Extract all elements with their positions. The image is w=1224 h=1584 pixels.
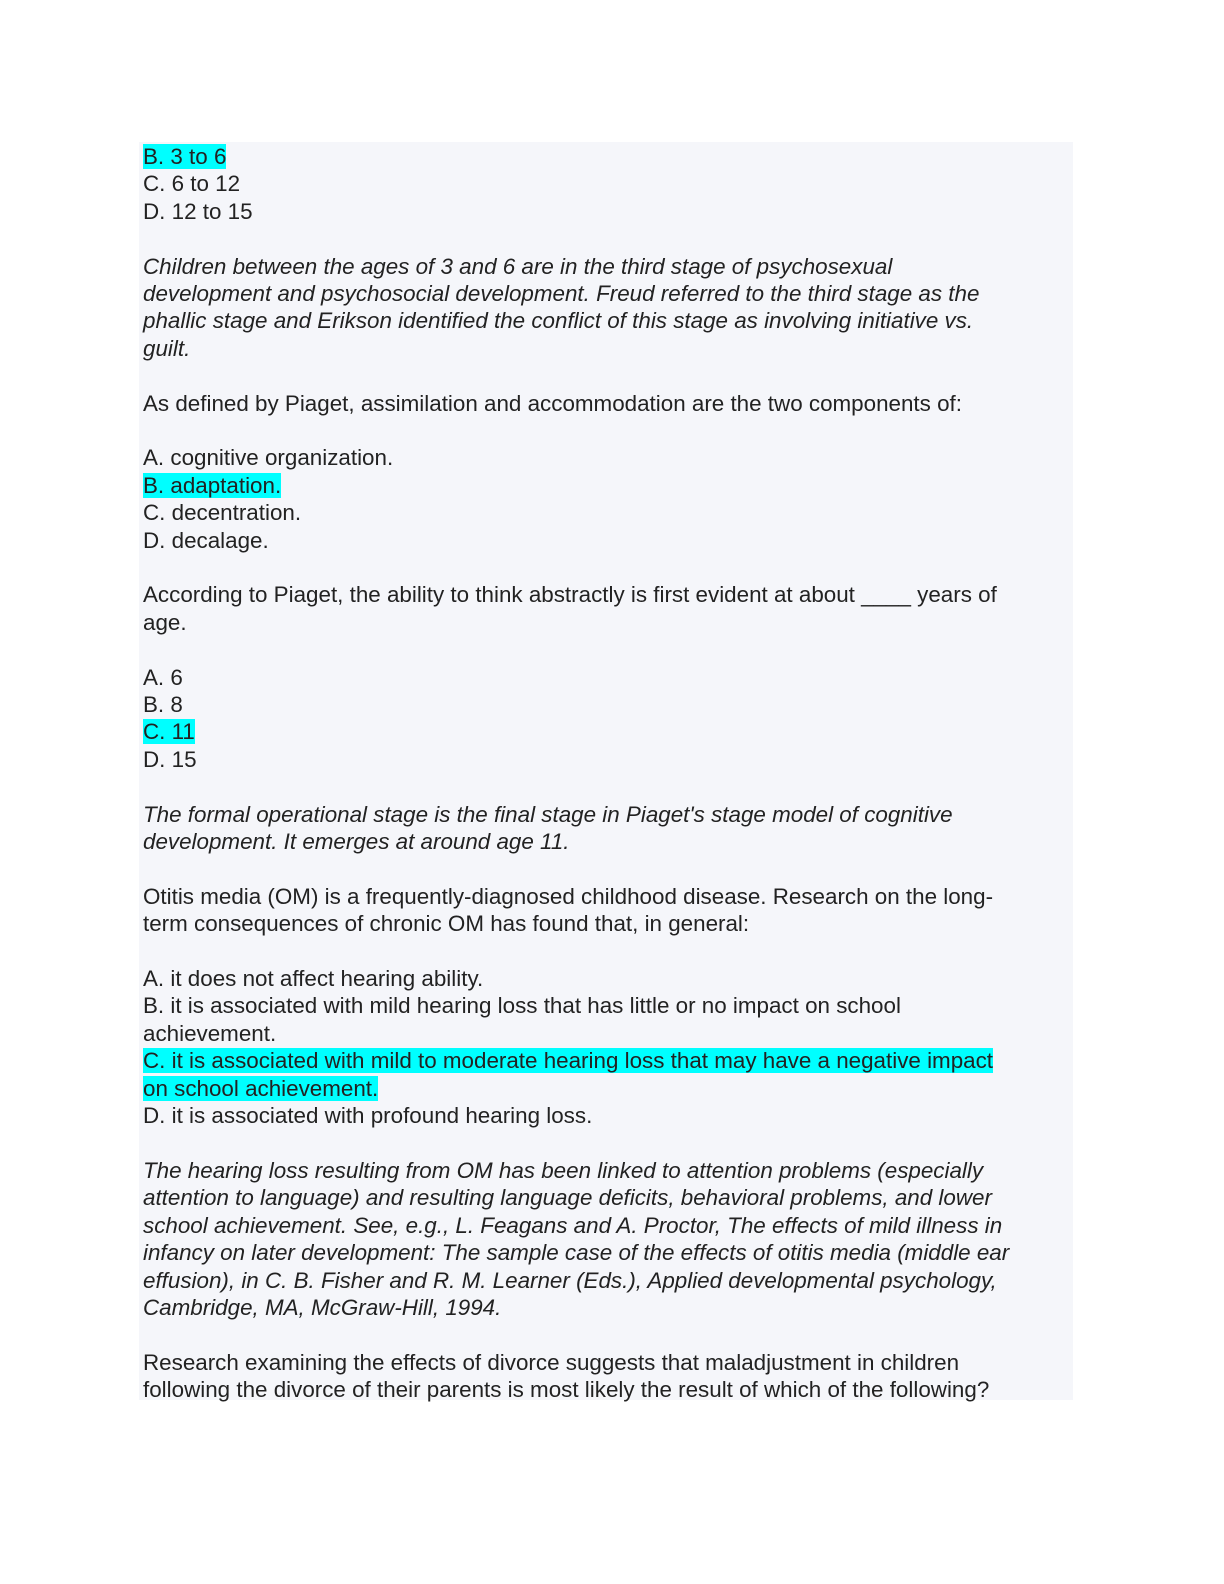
q3-question: According to Piaget, the ability to think abstractly is first evident at about ____ years of age. <box>143 582 997 635</box>
q2-option-c: C. decentration. <box>143 500 302 526</box>
q4-option-c: C. it is associated with mild to moderate hearing loss that may have a negative impact <box>143 1048 994 1074</box>
q2-option-d: D. decalage. <box>143 527 269 553</box>
q4-question: Otitis media (OM) is a frequently-diagnosed childhood disease. Research on the long- term consequences of chronic OM has found that, in general: <box>143 883 994 937</box>
q5-question: Research examining the effects of divorce suggests that maladjustment in children following the divorce of their parents is most likely the result of which of the following? <box>143 1349 990 1403</box>
q3-options <box>143 664 1068 774</box>
q3-option-b: B. 8 <box>143 692 183 718</box>
q4-options <box>143 965 1068 1129</box>
q1-option-d: D. 12 to 15 <box>143 198 253 224</box>
q2-option-b: B. adaptation. <box>143 472 282 498</box>
q4-option-c-cont: on school achievement. <box>143 1075 379 1101</box>
q1-option-c: C. 6 to 12 <box>143 171 241 197</box>
document-text <box>143 143 1068 1404</box>
q1-options <box>143 143 1068 225</box>
q4-option-d: D. it is associated with profound hearing loss. <box>143 1103 593 1129</box>
q4-option-b-cont: achievement. <box>143 1020 277 1046</box>
q4-option-a: A. it does not affect hearing ability. <box>143 966 484 992</box>
q3-option-a: A. 6 <box>143 664 183 690</box>
q2-question: As defined by Piaget, assimilation and accommodation are the two components of: <box>143 390 962 416</box>
q1-option-b: B. 3 to 6 <box>143 144 227 169</box>
q4-explanation: The hearing loss resulting from OM has been linked to attention problems (especially attention to language) and resulting language deficits, behavioral problems, and lower school achievement. See, e.g., L. Feagans and A. Proctor, The effects of mild illness in infancy on later development: The sample case of the effects of otitis media (middle ear effusion), in C. B. Fisher and R. M. Learner (Eds.), Applied developmental psychology, Cambridge, MA, McGraw-Hill, 1994. <box>143 1157 1010 1320</box>
q3-explanation: The formal operational stage is the final stage in Piaget's stage model of cognitive development. It emerges at around age 11. <box>143 801 953 855</box>
q3-option-c: C. 11 <box>143 719 195 745</box>
q1-explanation: Children between the ages of 3 and 6 are in the third stage of psychosexual development and psychosocial development. Freud referred to the third stage as the phallic stage and Erikson identified the conflict of this stage as involving initiative vs. guilt. <box>143 253 980 361</box>
q2-option-a: A. cognitive organization. <box>143 445 394 471</box>
q3-option-d: D. 15 <box>143 746 197 772</box>
q2-options <box>143 444 1068 554</box>
q4-option-b: B. it is associated with mild hearing loss that has little or no impact on school <box>143 993 901 1019</box>
